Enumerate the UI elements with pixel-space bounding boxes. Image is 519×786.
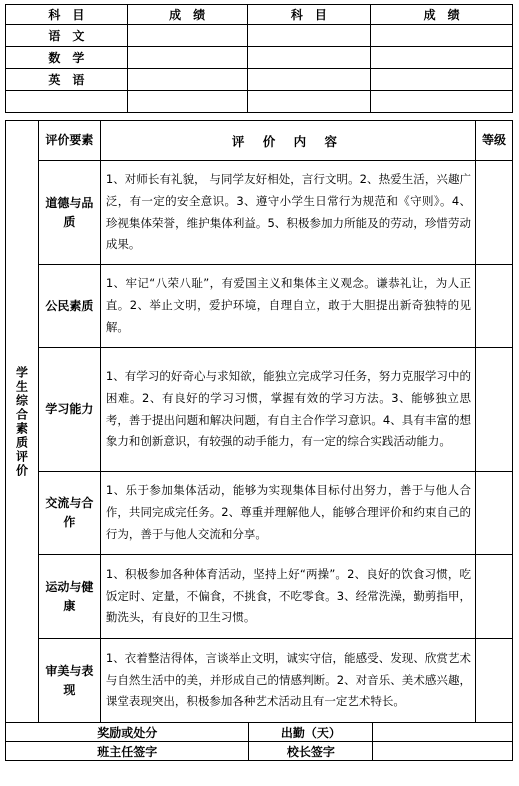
criteria-text: 1、衣着整洁得体，言谈举止文明，诚实守信，能感受、发现、欣赏艺术与自然生活中的美，并形成自己的情感判断。2、对音乐、美术感兴趣，课堂表现突出，积极参加各种艺术活动且有一定艺术特长。 <box>100 639 475 723</box>
evaluation-table <box>5 120 513 761</box>
subject-name: 语 文 <box>6 25 128 47</box>
evaluation-header-row <box>6 121 513 161</box>
subject-name: 数 学 <box>6 47 128 69</box>
criteria-text: 1、对师长有礼貌， 与同学友好相处，言行文明。2、热爱生活，兴趣广泛，有一定的安全意识。3、遵守小学生日常行为规范和《守则》。4、珍视集体荣誉，维护集体利益。5、积极参加力所能及的劳动，珍惜劳动成果。 <box>100 161 475 265</box>
category-label: 学习能力 <box>38 348 100 472</box>
subject-cell[interactable] <box>247 47 371 69</box>
grades-row <box>6 25 513 47</box>
grade-cell[interactable] <box>476 639 513 723</box>
grades-row <box>6 47 513 69</box>
subject-cell[interactable] <box>247 25 371 47</box>
category-label: 公民素质 <box>38 265 100 348</box>
criteria-text: 1、积极参加各种体育活动，坚持上好“两操”。2、良好的饮食习惯，吃饭定时、定量，不偏食，不挑食，不吃零食。3、经常洗澡，勤剪指甲，勤洗头，有良好的卫生习惯。 <box>100 555 475 639</box>
score-cell[interactable] <box>371 47 513 69</box>
grade-header: 等级 <box>476 121 513 161</box>
principal-signature-field[interactable] <box>373 742 513 761</box>
evaluation-row <box>6 639 513 723</box>
category-label: 道德与品质 <box>38 161 100 265</box>
awards-label: 奖励或处分 <box>6 723 249 742</box>
grades-row <box>6 69 513 91</box>
content-header: 评 价 内 容 <box>100 121 475 161</box>
score-cell[interactable] <box>371 91 513 113</box>
category-label: 审美与表现 <box>38 639 100 723</box>
criteria-text: 1、有学习的好奇心与求知欲，能独立完成学习任务，努力克服学习中的困难。2、有良好的学习习惯，掌握有效的学习方法。3、能够独立思考，善于提出问题和解决问题，有自主合作学习意识。4、具有丰富的想象力和创新意识，有较强的动手能力，有一定的综合实践活动能力。 <box>100 348 475 472</box>
principal-signature-label: 校长签字 <box>249 742 373 761</box>
grades-row <box>6 91 513 113</box>
grades-table <box>5 4 513 113</box>
evaluation-row <box>6 348 513 472</box>
grade-cell[interactable] <box>476 348 513 472</box>
subject-name: 英 语 <box>6 69 128 91</box>
subject-cell[interactable] <box>6 91 128 113</box>
grade-cell[interactable] <box>476 161 513 265</box>
grade-cell[interactable] <box>476 472 513 555</box>
evaluation-row <box>6 472 513 555</box>
subject-cell[interactable] <box>247 91 371 113</box>
score-cell[interactable] <box>371 25 513 47</box>
score-cell[interactable] <box>127 91 247 113</box>
criteria-text: 1、乐于参加集体活动，能够为实现集体目标付出努力，善于与他人合作，共同完成完任务。2、尊重并理解他人，能够合理评价和约束自己的行为，善于与他人交流和分享。 <box>100 472 475 555</box>
grade-cell[interactable] <box>476 555 513 639</box>
subject-header: 科 目 <box>6 5 128 25</box>
grade-cell[interactable] <box>476 265 513 348</box>
attendance-label: 出勤（天） <box>249 723 373 742</box>
grades-header-row <box>6 5 513 25</box>
criteria-text: 1、牢记“八荣八耻”，有爱国主义和集体主义观念。谦恭礼让，为人正直。2、举止文明，爱护环境，自理自立，敢于大胆提出新奇独特的见解。 <box>100 265 475 348</box>
score-cell[interactable] <box>127 47 247 69</box>
score-header: 成 绩 <box>371 5 513 25</box>
score-cell[interactable] <box>127 25 247 47</box>
side-label: 学生综合素质评价 <box>6 121 39 723</box>
score-cell[interactable] <box>127 69 247 91</box>
category-label: 交流与合作 <box>38 472 100 555</box>
evaluation-row <box>6 265 513 348</box>
footer-row <box>6 723 513 742</box>
teacher-signature-label: 班主任签字 <box>6 742 249 761</box>
category-label: 运动与健康 <box>38 555 100 639</box>
attendance-field[interactable] <box>373 723 513 742</box>
evaluation-row <box>6 161 513 265</box>
score-header: 成 绩 <box>127 5 247 25</box>
element-header: 评价要素 <box>38 121 100 161</box>
subject-header: 科 目 <box>247 5 371 25</box>
evaluation-row <box>6 555 513 639</box>
subject-cell[interactable] <box>247 69 371 91</box>
footer-row <box>6 742 513 761</box>
score-cell[interactable] <box>371 69 513 91</box>
